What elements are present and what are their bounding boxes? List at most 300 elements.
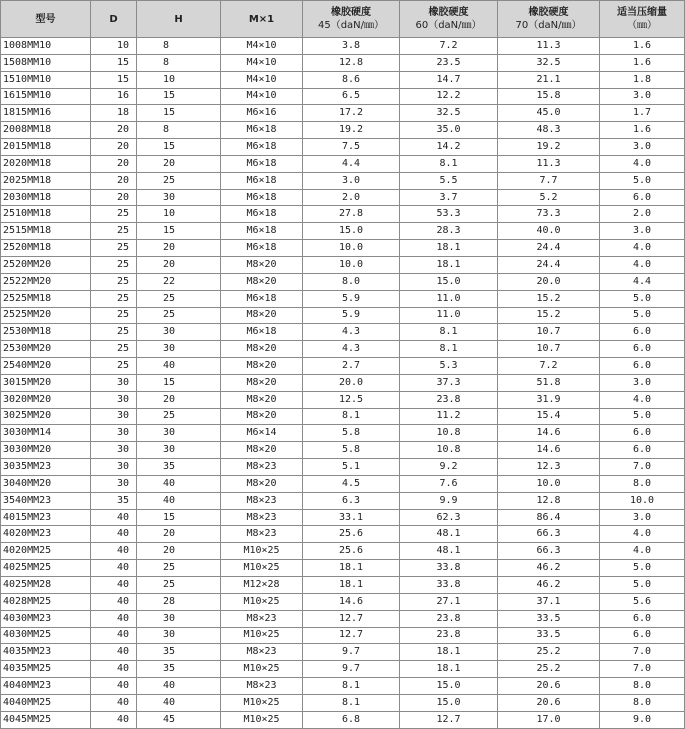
cell-compression: 2.0 <box>600 206 685 223</box>
cell-h: 20 <box>137 391 221 408</box>
table-row <box>1 358 685 375</box>
table-row <box>1 644 685 661</box>
cell-stiffness-70: 7.7 <box>498 172 600 189</box>
cell-model: 4028MM25 <box>1 593 91 610</box>
cell-m: M10×25 <box>221 661 303 678</box>
cell-h: 15 <box>137 139 221 156</box>
header-row <box>1 1 685 38</box>
table-row <box>1 139 685 156</box>
cell-stiffness-60: 7.6 <box>400 475 498 492</box>
cell-stiffness-60: 18.1 <box>400 661 498 678</box>
cell-d: 20 <box>91 139 137 156</box>
cell-d: 25 <box>91 206 137 223</box>
table-row <box>1 290 685 307</box>
table-row <box>1 240 685 257</box>
header-h: H <box>137 1 221 38</box>
table-row <box>1 442 685 459</box>
table-row <box>1 341 685 358</box>
cell-model: 3015MM20 <box>1 374 91 391</box>
cell-model: 4035MM25 <box>1 661 91 678</box>
cell-d: 40 <box>91 593 137 610</box>
cell-h: 15 <box>137 105 221 122</box>
cell-stiffness-45: 12.7 <box>303 627 400 644</box>
cell-stiffness-60: 12.2 <box>400 88 498 105</box>
header-stiffness-60-sub: 60（daN/㎜） <box>415 20 482 31</box>
table-row <box>1 711 685 728</box>
cell-compression: 1.7 <box>600 105 685 122</box>
cell-compression: 3.0 <box>600 88 685 105</box>
cell-model: 2530MM18 <box>1 324 91 341</box>
cell-stiffness-70: 48.3 <box>498 122 600 139</box>
cell-model: 4030MM23 <box>1 610 91 627</box>
header-m: M×1 <box>221 1 303 38</box>
cell-stiffness-70: 66.3 <box>498 543 600 560</box>
cell-d: 30 <box>91 391 137 408</box>
cell-d: 40 <box>91 509 137 526</box>
cell-d: 40 <box>91 543 137 560</box>
cell-compression: 6.0 <box>600 425 685 442</box>
cell-stiffness-70: 7.2 <box>498 358 600 375</box>
cell-model: 3030MM14 <box>1 425 91 442</box>
table-row <box>1 71 685 88</box>
cell-d: 25 <box>91 324 137 341</box>
cell-compression: 6.0 <box>600 442 685 459</box>
cell-h: 20 <box>137 256 221 273</box>
cell-stiffness-70: 73.3 <box>498 206 600 223</box>
cell-d: 20 <box>91 155 137 172</box>
cell-stiffness-45: 6.8 <box>303 711 400 728</box>
cell-h: 30 <box>137 627 221 644</box>
cell-compression: 5.0 <box>600 560 685 577</box>
cell-h: 22 <box>137 273 221 290</box>
cell-stiffness-60: 23.8 <box>400 610 498 627</box>
cell-stiffness-45: 6.5 <box>303 88 400 105</box>
table-row <box>1 459 685 476</box>
cell-stiffness-70: 51.8 <box>498 374 600 391</box>
cell-model: 2020MM18 <box>1 155 91 172</box>
cell-stiffness-45: 4.5 <box>303 475 400 492</box>
cell-compression: 3.0 <box>600 223 685 240</box>
cell-stiffness-60: 12.7 <box>400 711 498 728</box>
table-row <box>1 88 685 105</box>
cell-stiffness-45: 18.1 <box>303 560 400 577</box>
cell-stiffness-60: 10.8 <box>400 425 498 442</box>
cell-compression: 4.4 <box>600 273 685 290</box>
cell-stiffness-70: 37.1 <box>498 593 600 610</box>
cell-m: M8×23 <box>221 459 303 476</box>
cell-compression: 5.0 <box>600 577 685 594</box>
cell-m: M8×23 <box>221 644 303 661</box>
cell-stiffness-60: 11.2 <box>400 408 498 425</box>
cell-m: M8×20 <box>221 358 303 375</box>
cell-h: 25 <box>137 408 221 425</box>
cell-h: 20 <box>137 526 221 543</box>
table-row <box>1 425 685 442</box>
cell-d: 20 <box>91 122 137 139</box>
cell-compression: 6.0 <box>600 627 685 644</box>
header-stiffness-45-title: 橡胶硬度 <box>331 7 371 18</box>
table-row <box>1 408 685 425</box>
cell-model: 2540MM20 <box>1 358 91 375</box>
cell-stiffness-45: 2.0 <box>303 189 400 206</box>
cell-d: 40 <box>91 661 137 678</box>
cell-stiffness-70: 10.0 <box>498 475 600 492</box>
table-row <box>1 54 685 71</box>
cell-h: 25 <box>137 172 221 189</box>
cell-stiffness-70: 25.2 <box>498 644 600 661</box>
cell-stiffness-60: 3.7 <box>400 189 498 206</box>
cell-m: M6×18 <box>221 206 303 223</box>
cell-stiffness-60: 5.5 <box>400 172 498 189</box>
cell-model: 3040MM20 <box>1 475 91 492</box>
cell-model: 4020MM23 <box>1 526 91 543</box>
cell-compression: 5.0 <box>600 290 685 307</box>
cell-d: 30 <box>91 459 137 476</box>
cell-compression: 4.0 <box>600 256 685 273</box>
cell-stiffness-70: 12.8 <box>498 492 600 509</box>
cell-stiffness-60: 48.1 <box>400 526 498 543</box>
cell-m: M8×23 <box>221 492 303 509</box>
cell-m: M10×25 <box>221 694 303 711</box>
cell-compression: 7.0 <box>600 661 685 678</box>
cell-model: 4040MM25 <box>1 694 91 711</box>
table-row <box>1 122 685 139</box>
cell-m: M8×20 <box>221 307 303 324</box>
cell-m: M4×10 <box>221 54 303 71</box>
cell-h: 40 <box>137 492 221 509</box>
header-d: D <box>91 1 137 38</box>
cell-stiffness-45: 10.0 <box>303 256 400 273</box>
table-row <box>1 509 685 526</box>
cell-model: 3025MM20 <box>1 408 91 425</box>
cell-stiffness-70: 20.6 <box>498 694 600 711</box>
cell-stiffness-45: 14.6 <box>303 593 400 610</box>
cell-d: 25 <box>91 223 137 240</box>
header-model: 型号 <box>1 1 91 38</box>
cell-compression: 1.6 <box>600 54 685 71</box>
cell-compression: 8.0 <box>600 678 685 695</box>
cell-stiffness-70: 66.3 <box>498 526 600 543</box>
cell-h: 40 <box>137 694 221 711</box>
cell-h: 40 <box>137 358 221 375</box>
cell-d: 16 <box>91 88 137 105</box>
cell-stiffness-60: 35.0 <box>400 122 498 139</box>
cell-stiffness-70: 40.0 <box>498 223 600 240</box>
header-stiffness-60-title: 橡胶硬度 <box>428 7 469 18</box>
cell-h: 15 <box>137 509 221 526</box>
cell-m: M6×18 <box>221 324 303 341</box>
header-stiffness-60 <box>400 1 498 38</box>
cell-m: M8×20 <box>221 391 303 408</box>
cell-h: 20 <box>137 155 221 172</box>
table-row <box>1 307 685 324</box>
cell-stiffness-45: 8.0 <box>303 273 400 290</box>
cell-d: 30 <box>91 425 137 442</box>
cell-model: 2525MM18 <box>1 290 91 307</box>
cell-model: 2525MM20 <box>1 307 91 324</box>
cell-stiffness-60: 14.2 <box>400 139 498 156</box>
cell-model: 1008MM10 <box>1 38 91 55</box>
cell-m: M4×10 <box>221 38 303 55</box>
cell-stiffness-45: 12.5 <box>303 391 400 408</box>
cell-stiffness-70: 15.8 <box>498 88 600 105</box>
cell-stiffness-60: 9.9 <box>400 492 498 509</box>
header-compression-title: 适当压缩量 <box>617 7 667 18</box>
cell-compression: 7.0 <box>600 459 685 476</box>
cell-stiffness-45: 8.6 <box>303 71 400 88</box>
cell-compression: 7.0 <box>600 644 685 661</box>
cell-model: 3035MM23 <box>1 459 91 476</box>
cell-stiffness-70: 20.6 <box>498 678 600 695</box>
cell-stiffness-45: 8.1 <box>303 408 400 425</box>
cell-compression: 1.6 <box>600 38 685 55</box>
cell-stiffness-60: 11.0 <box>400 307 498 324</box>
cell-d: 40 <box>91 526 137 543</box>
cell-stiffness-70: 33.5 <box>498 627 600 644</box>
cell-compression: 4.0 <box>600 526 685 543</box>
cell-stiffness-60: 14.7 <box>400 71 498 88</box>
cell-d: 30 <box>91 442 137 459</box>
cell-stiffness-70: 33.5 <box>498 610 600 627</box>
cell-stiffness-70: 24.4 <box>498 240 600 257</box>
cell-m: M10×25 <box>221 543 303 560</box>
cell-stiffness-70: 10.7 <box>498 324 600 341</box>
table-row <box>1 374 685 391</box>
cell-stiffness-60: 18.1 <box>400 240 498 257</box>
cell-h: 25 <box>137 307 221 324</box>
table-row <box>1 38 685 55</box>
cell-h: 30 <box>137 341 221 358</box>
cell-model: 1508MM10 <box>1 54 91 71</box>
cell-compression: 3.0 <box>600 374 685 391</box>
cell-stiffness-60: 5.3 <box>400 358 498 375</box>
cell-stiffness-45: 4.3 <box>303 324 400 341</box>
cell-stiffness-60: 15.0 <box>400 694 498 711</box>
cell-stiffness-60: 10.8 <box>400 442 498 459</box>
table-row <box>1 256 685 273</box>
cell-h: 30 <box>137 425 221 442</box>
cell-compression: 8.0 <box>600 694 685 711</box>
cell-h: 30 <box>137 442 221 459</box>
cell-m: M8×20 <box>221 273 303 290</box>
cell-m: M6×18 <box>221 139 303 156</box>
cell-compression: 10.0 <box>600 492 685 509</box>
cell-h: 35 <box>137 661 221 678</box>
cell-m: M6×18 <box>221 155 303 172</box>
cell-stiffness-70: 14.6 <box>498 442 600 459</box>
cell-h: 40 <box>137 678 221 695</box>
cell-m: M6×18 <box>221 172 303 189</box>
cell-stiffness-70: 46.2 <box>498 560 600 577</box>
cell-d: 40 <box>91 577 137 594</box>
cell-d: 25 <box>91 290 137 307</box>
cell-m: M6×18 <box>221 240 303 257</box>
cell-stiffness-45: 6.3 <box>303 492 400 509</box>
table-row <box>1 391 685 408</box>
cell-model: 4015MM23 <box>1 509 91 526</box>
cell-stiffness-45: 8.1 <box>303 678 400 695</box>
cell-m: M10×25 <box>221 593 303 610</box>
cell-stiffness-70: 17.0 <box>498 711 600 728</box>
cell-stiffness-60: 8.1 <box>400 341 498 358</box>
table-row <box>1 475 685 492</box>
cell-stiffness-60: 8.1 <box>400 155 498 172</box>
cell-stiffness-60: 15.0 <box>400 273 498 290</box>
header-stiffness-70-title: 橡胶硬度 <box>528 7 569 18</box>
cell-h: 8 <box>137 122 221 139</box>
cell-d: 18 <box>91 105 137 122</box>
cell-stiffness-60: 8.1 <box>400 324 498 341</box>
cell-stiffness-45: 5.8 <box>303 425 400 442</box>
cell-stiffness-60: 32.5 <box>400 105 498 122</box>
cell-m: M8×23 <box>221 509 303 526</box>
cell-stiffness-70: 15.2 <box>498 307 600 324</box>
cell-model: 4025MM25 <box>1 560 91 577</box>
cell-compression: 6.0 <box>600 610 685 627</box>
cell-h: 10 <box>137 71 221 88</box>
cell-stiffness-45: 5.8 <box>303 442 400 459</box>
cell-compression: 6.0 <box>600 358 685 375</box>
cell-model: 1510MM10 <box>1 71 91 88</box>
cell-h: 30 <box>137 189 221 206</box>
table-row <box>1 627 685 644</box>
cell-model: 2520MM20 <box>1 256 91 273</box>
cell-h: 40 <box>137 475 221 492</box>
cell-m: M4×10 <box>221 88 303 105</box>
cell-stiffness-70: 10.7 <box>498 341 600 358</box>
cell-model: 4025MM28 <box>1 577 91 594</box>
cell-compression: 5.0 <box>600 172 685 189</box>
cell-d: 20 <box>91 172 137 189</box>
table-row <box>1 206 685 223</box>
cell-d: 10 <box>91 38 137 55</box>
cell-stiffness-70: 46.2 <box>498 577 600 594</box>
cell-stiffness-45: 8.1 <box>303 694 400 711</box>
cell-stiffness-70: 14.6 <box>498 425 600 442</box>
cell-compression: 9.0 <box>600 711 685 728</box>
table-row <box>1 273 685 290</box>
header-compression <box>600 1 685 38</box>
table-row <box>1 560 685 577</box>
cell-compression: 4.0 <box>600 391 685 408</box>
cell-m: M10×25 <box>221 711 303 728</box>
cell-h: 15 <box>137 88 221 105</box>
cell-d: 40 <box>91 711 137 728</box>
cell-stiffness-45: 17.2 <box>303 105 400 122</box>
cell-h: 45 <box>137 711 221 728</box>
cell-compression: 6.0 <box>600 324 685 341</box>
cell-m: M8×23 <box>221 610 303 627</box>
table-header <box>1 1 685 38</box>
cell-stiffness-45: 4.3 <box>303 341 400 358</box>
cell-stiffness-45: 27.8 <box>303 206 400 223</box>
header-stiffness-45 <box>303 1 400 38</box>
cell-stiffness-45: 18.1 <box>303 577 400 594</box>
cell-compression: 4.0 <box>600 155 685 172</box>
cell-stiffness-70: 21.1 <box>498 71 600 88</box>
cell-stiffness-45: 15.0 <box>303 223 400 240</box>
cell-h: 25 <box>137 290 221 307</box>
cell-stiffness-45: 9.7 <box>303 661 400 678</box>
cell-model: 2008MM18 <box>1 122 91 139</box>
cell-compression: 3.0 <box>600 509 685 526</box>
cell-stiffness-60: 7.2 <box>400 38 498 55</box>
cell-h: 15 <box>137 374 221 391</box>
cell-stiffness-45: 3.0 <box>303 172 400 189</box>
cell-m: M10×25 <box>221 560 303 577</box>
table-row <box>1 172 685 189</box>
cell-stiffness-45: 10.0 <box>303 240 400 257</box>
cell-h: 35 <box>137 459 221 476</box>
cell-stiffness-70: 11.3 <box>498 155 600 172</box>
cell-stiffness-45: 20.0 <box>303 374 400 391</box>
table-row <box>1 155 685 172</box>
cell-model: 2515MM18 <box>1 223 91 240</box>
cell-stiffness-60: 62.3 <box>400 509 498 526</box>
cell-model: 4030MM25 <box>1 627 91 644</box>
cell-model: 3540MM23 <box>1 492 91 509</box>
cell-h: 10 <box>137 206 221 223</box>
cell-stiffness-60: 33.8 <box>400 560 498 577</box>
cell-h: 15 <box>137 223 221 240</box>
table-row <box>1 678 685 695</box>
cell-compression: 1.6 <box>600 122 685 139</box>
cell-h: 28 <box>137 593 221 610</box>
cell-stiffness-60: 37.3 <box>400 374 498 391</box>
cell-d: 25 <box>91 358 137 375</box>
cell-m: M4×10 <box>221 71 303 88</box>
cell-d: 30 <box>91 374 137 391</box>
cell-compression: 5.0 <box>600 307 685 324</box>
cell-compression: 6.0 <box>600 189 685 206</box>
table-row <box>1 543 685 560</box>
cell-stiffness-70: 12.3 <box>498 459 600 476</box>
cell-model: 2030MM18 <box>1 189 91 206</box>
cell-d: 35 <box>91 492 137 509</box>
cell-h: 20 <box>137 543 221 560</box>
cell-compression: 5.6 <box>600 593 685 610</box>
cell-m: M6×18 <box>221 290 303 307</box>
cell-m: M8×20 <box>221 408 303 425</box>
cell-d: 40 <box>91 560 137 577</box>
cell-compression: 3.0 <box>600 139 685 156</box>
table-row <box>1 492 685 509</box>
cell-stiffness-60: 18.1 <box>400 256 498 273</box>
cell-stiffness-45: 3.8 <box>303 38 400 55</box>
cell-model: 4045MM25 <box>1 711 91 728</box>
cell-stiffness-60: 27.1 <box>400 593 498 610</box>
cell-m: M8×20 <box>221 475 303 492</box>
cell-model: 4020MM25 <box>1 543 91 560</box>
cell-stiffness-60: 23.5 <box>400 54 498 71</box>
cell-m: M6×18 <box>221 189 303 206</box>
cell-m: M8×20 <box>221 442 303 459</box>
cell-stiffness-45: 33.1 <box>303 509 400 526</box>
cell-model: 4035MM23 <box>1 644 91 661</box>
table-body <box>1 38 685 729</box>
cell-d: 15 <box>91 71 137 88</box>
table-row <box>1 105 685 122</box>
table-row <box>1 593 685 610</box>
cell-stiffness-45: 25.6 <box>303 526 400 543</box>
cell-stiffness-45: 12.7 <box>303 610 400 627</box>
cell-model: 2520MM18 <box>1 240 91 257</box>
table-row <box>1 189 685 206</box>
cell-stiffness-70: 20.0 <box>498 273 600 290</box>
cell-h: 8 <box>137 54 221 71</box>
cell-d: 20 <box>91 189 137 206</box>
cell-stiffness-60: 48.1 <box>400 543 498 560</box>
